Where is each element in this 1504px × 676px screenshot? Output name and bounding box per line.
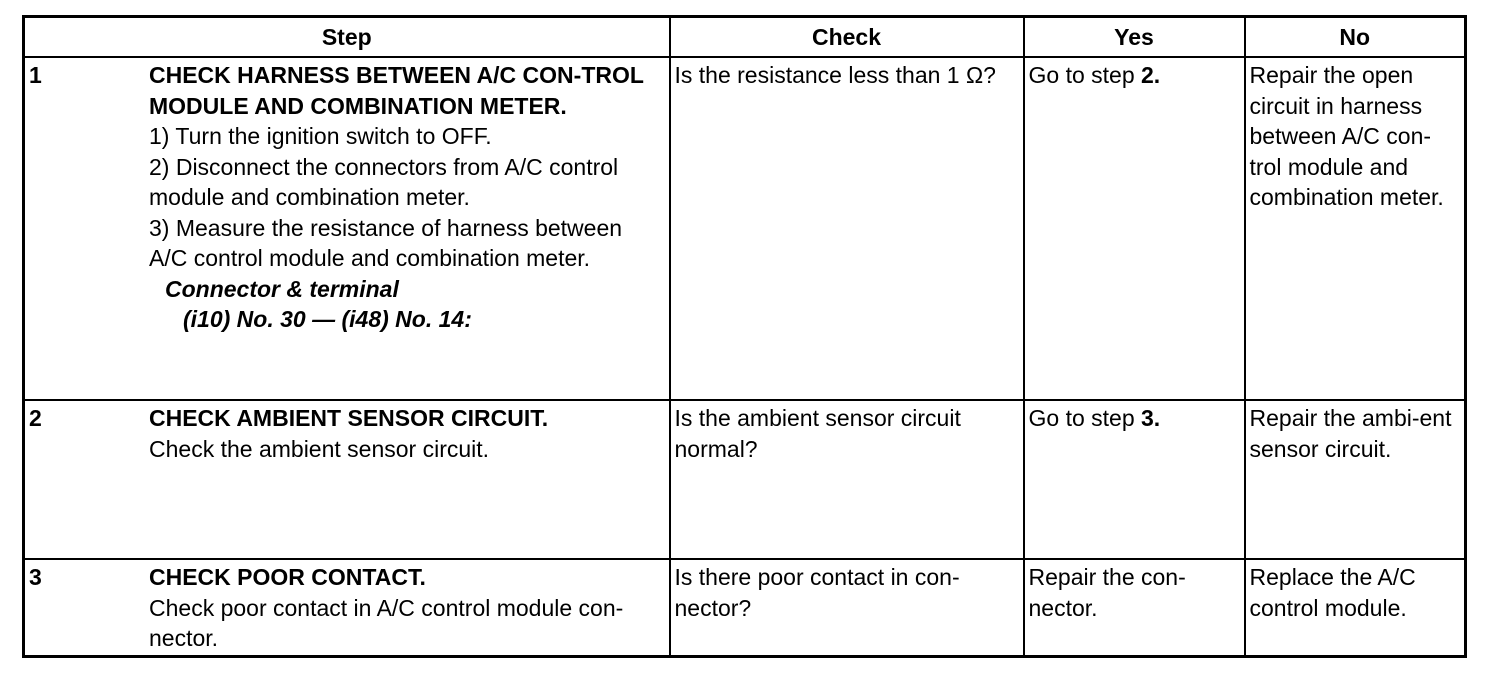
step-instruction: 1) Turn the ignition switch to OFF. (149, 123, 492, 149)
header-row (24, 17, 1466, 58)
diagnostic-table (22, 15, 1467, 658)
step-instruction: Check the ambient sensor circuit. (149, 435, 490, 462)
spec-value: (i10) No. 30 — (i48) No. 14: (183, 306, 472, 332)
header-no: No (1245, 17, 1466, 58)
step-title: CHECK HARNESS BETWEEN A/C CON-TROL MODULE AND COMBINATION METER. (149, 62, 644, 119)
yes-cell (1024, 400, 1245, 559)
yes-cell: Repair the con-nector. (1024, 559, 1245, 657)
header-step: Step (24, 17, 670, 58)
table-row (24, 400, 1466, 559)
step-instruction: 3) Measure the resistance of harness between A/C control module and combination meter. (149, 214, 623, 271)
check-cell: Is there poor contact in con-nector? (670, 559, 1024, 657)
step-instruction: Check poor contact in A/C control module con-nector. (149, 594, 624, 651)
no-cell: Repair the ambi-ent sensor circuit. (1245, 400, 1466, 559)
step-cell (24, 400, 670, 559)
yes-step-ref: 3. (1141, 405, 1161, 431)
step-title: CHECK POOR CONTACT. (149, 564, 426, 590)
step-instruction: 2) Disconnect the connectors from A/C control module and combination meter. (149, 153, 619, 210)
header-yes: Yes (1024, 17, 1245, 58)
table-row (24, 559, 1466, 657)
step-cell (24, 559, 670, 657)
no-cell: Replace the A/C control module. (1245, 559, 1466, 657)
yes-prefix: Go to step (1028, 405, 1142, 431)
check-cell: Is the ambient sensor circuit normal? (670, 400, 1024, 559)
step-cell (24, 57, 670, 400)
no-cell: Repair the open circuit in harness between A/C con-trol module and combination meter. (1245, 57, 1466, 400)
spec-label: Connector & terminal (165, 275, 399, 302)
yes-prefix: Go to step (1028, 62, 1142, 88)
step-number: 3 (29, 564, 42, 590)
table-row (24, 57, 1466, 400)
step-title: CHECK AMBIENT SENSOR CIRCUIT. (149, 405, 549, 431)
check-cell: Is the resistance less than 1 Ω? (670, 57, 1024, 400)
header-check: Check (670, 17, 1024, 58)
step-number: 1 (29, 62, 42, 88)
step-number: 2 (29, 405, 42, 431)
yes-cell (1024, 57, 1245, 400)
yes-step-ref: 2. (1141, 62, 1161, 88)
